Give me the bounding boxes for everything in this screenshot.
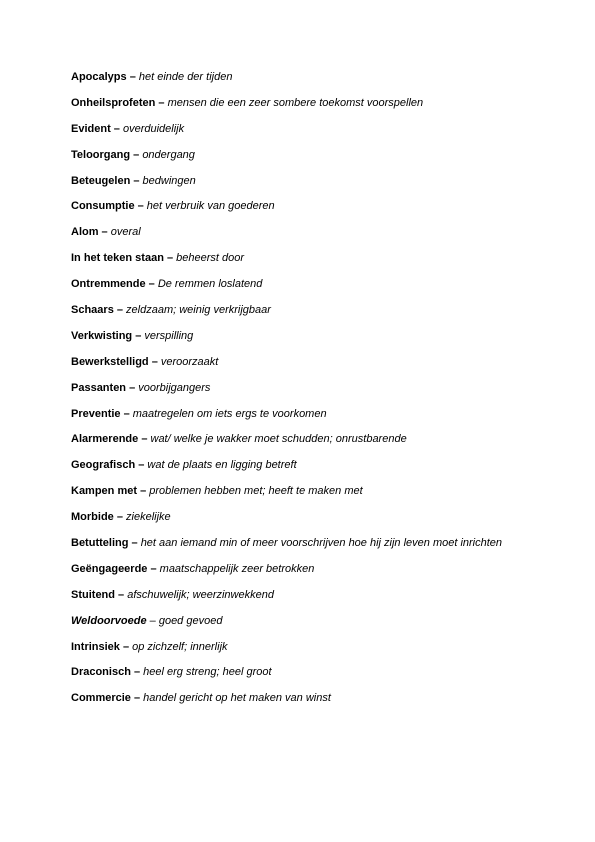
glossary-entry — [71, 122, 511, 137]
separator: – — [98, 226, 111, 239]
glossary-term: Passanten — [71, 381, 127, 394]
glossary-term: Evident — [71, 122, 111, 135]
separator: – — [135, 459, 148, 472]
glossary-definition: verspilling — [144, 329, 194, 342]
separator: – — [137, 485, 150, 498]
glossary-term: Consumptie — [71, 200, 135, 213]
glossary-term: Betutteling — [71, 537, 129, 550]
separator: – — [155, 96, 168, 109]
glossary-definition: mensen die een zeer sombere toekomst voorspellen — [167, 96, 424, 109]
glossary-term: Kampen met — [71, 485, 138, 498]
glossary-entry — [71, 407, 511, 422]
separator: – — [163, 252, 177, 265]
glossary-entry — [71, 381, 511, 396]
separator: – — [132, 329, 145, 342]
glossary-definition: overal — [110, 226, 141, 239]
separator: – — [130, 174, 143, 187]
glossary-term: Bewerkstelligd — [71, 355, 149, 368]
glossary-term: Geëngageerde — [71, 562, 148, 575]
glossary-definition: overduidelijk — [122, 122, 185, 135]
glossary-entry — [71, 614, 511, 629]
glossary-term: Verkwisting — [71, 329, 133, 342]
glossary-entry — [71, 251, 511, 266]
glossary-entry — [71, 96, 511, 111]
glossary-term: In het teken staan — [71, 252, 164, 265]
glossary-term: Geografisch — [71, 459, 136, 472]
glossary-entry — [71, 225, 511, 240]
glossary-definition: op zichzelf; innerlijk — [132, 640, 228, 653]
glossary-entry — [71, 665, 511, 680]
separator: – — [110, 122, 123, 135]
separator: – — [134, 200, 147, 213]
glossary-entry — [71, 691, 511, 706]
glossary-entry — [71, 432, 511, 447]
separator: – — [126, 381, 139, 394]
glossary-term: Weldoorvoede — [71, 614, 147, 627]
separator: – — [145, 278, 158, 291]
glossary-entry — [71, 199, 511, 214]
separator: – — [130, 692, 144, 705]
separator: – — [119, 640, 133, 653]
glossary-term: Schaars — [71, 304, 114, 317]
glossary-term: Ontremmende — [71, 278, 146, 291]
glossary-term: Commercie — [71, 692, 131, 705]
glossary-definition: afschuwelijk; weerzinwekkend — [127, 588, 274, 601]
glossary-definition: ziekelijke — [126, 511, 171, 524]
glossary-term: Onheilsprofeten — [71, 96, 156, 109]
glossary-entry — [71, 562, 511, 577]
glossary-entry — [71, 329, 511, 344]
glossary-term: Intrinsiek — [71, 640, 120, 653]
glossary-entry — [71, 510, 511, 525]
glossary-definition: veroorzaakt — [160, 355, 219, 368]
glossary-definition: voorbijgangers — [138, 381, 211, 394]
glossary-term: Preventie — [71, 407, 121, 420]
glossary-entry — [71, 536, 511, 551]
glossary-entry — [71, 174, 511, 189]
glossary-definition: het verbruik van goederen — [146, 200, 275, 213]
glossary-term: Apocalyps — [71, 71, 127, 83]
separator: – — [126, 71, 139, 83]
glossary-definition: het einde der tijden — [138, 71, 233, 83]
glossary-term: Alarmerende — [71, 433, 139, 446]
glossary-definition: maatschappelijk zeer betrokken — [159, 562, 315, 575]
glossary-list — [71, 70, 511, 717]
separator: – — [130, 666, 144, 679]
glossary-definition: ondergang — [142, 148, 195, 161]
separator: – — [148, 355, 161, 368]
glossary-term: Alom — [71, 226, 99, 239]
glossary-definition: problemen hebben met; heeft te maken met — [149, 485, 363, 498]
glossary-definition: De remmen loslatend — [157, 278, 263, 291]
separator: – — [130, 148, 143, 161]
glossary-entry — [71, 640, 511, 655]
glossary-entry — [71, 458, 511, 473]
separator: – — [115, 588, 128, 601]
glossary-definition: heel erg streng; heel groot — [143, 666, 272, 679]
glossary-definition: bedwingen — [142, 174, 196, 187]
glossary-definition: handel gericht op het maken van winst — [143, 692, 331, 705]
glossary-definition: beheerst door — [176, 252, 245, 265]
glossary-entry — [71, 484, 511, 499]
separator: – — [138, 433, 151, 446]
glossary-entry — [71, 148, 511, 163]
separator: – — [147, 562, 160, 575]
glossary-entry — [71, 277, 511, 292]
separator: – — [113, 304, 127, 317]
separator: – — [146, 614, 159, 627]
glossary-entry — [71, 303, 511, 318]
glossary-definition: maatregelen om iets ergs te voorkomen — [132, 407, 327, 420]
glossary-term: Teloorgang — [71, 148, 131, 161]
glossary-definition: wat de plaats en ligging betreft — [147, 459, 297, 472]
glossary-definition: het aan iemand min of meer voorschrijven hoe hij zijn leven moet inrichten — [140, 537, 503, 550]
glossary-term: Stuitend — [71, 588, 115, 601]
glossary-entry — [71, 70, 511, 85]
separator: – — [128, 537, 141, 550]
glossary-definition: zeldzaam; weinig verkrijgbaar — [126, 304, 271, 317]
glossary-term: Morbide — [71, 511, 114, 524]
glossary-entry — [71, 588, 511, 603]
glossary-term: Beteugelen — [71, 174, 131, 187]
glossary-definition: goed gevoed — [158, 614, 223, 627]
glossary-definition: wat/ welke je wakker moet schudden; onrustbarende — [150, 433, 407, 446]
glossary-term: Draconisch — [71, 666, 131, 679]
separator: – — [120, 407, 133, 420]
glossary-entry — [71, 355, 511, 370]
separator: – — [113, 511, 127, 524]
